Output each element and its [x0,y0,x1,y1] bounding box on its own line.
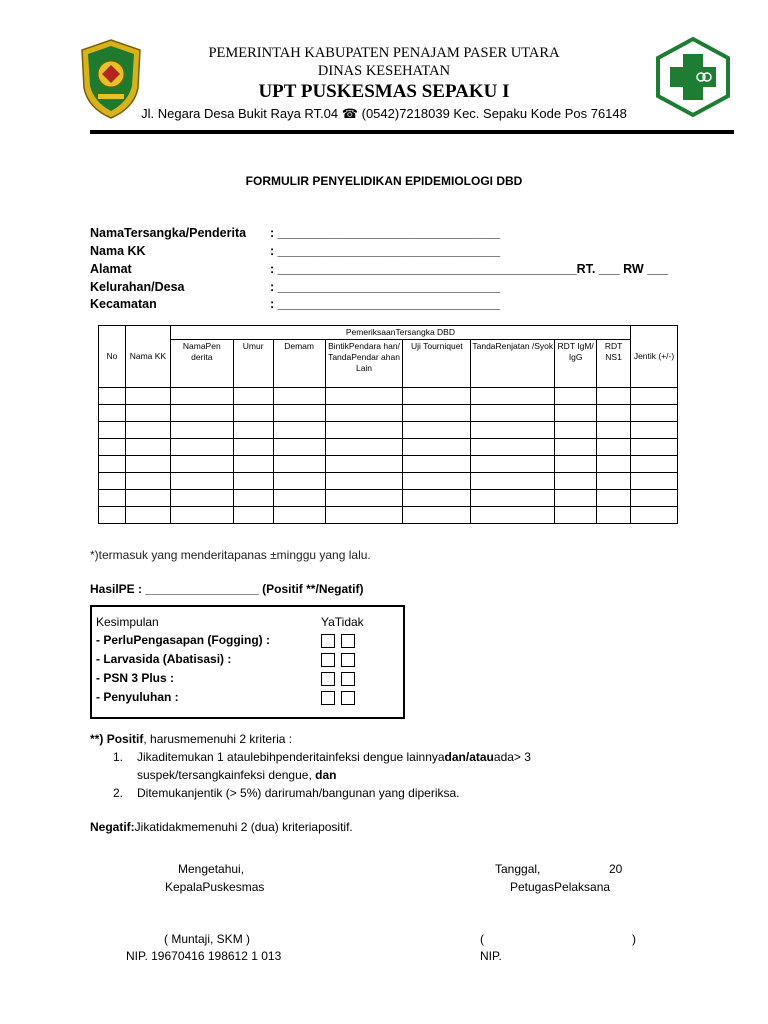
field-value-kk[interactable]: : ________________________________ [270,244,501,258]
sign-right-year: 20 [609,862,623,876]
col-renjatan: TandaRenjatan /Syok [471,340,555,388]
field-label-alamat: Alamat [90,262,132,276]
col-rdt-ns1: RDT NS1 [597,340,631,388]
kesimpulan-title: Kesimpulan [96,615,159,629]
checkbox-tidak[interactable] [341,691,355,705]
negatif-line [90,820,353,834]
table-row[interactable] [99,388,678,405]
form-title: FORMULIR PENYELIDIKAN EPIDEMIOLOGI DBD [245,174,523,188]
examination-table [98,325,678,524]
sign-right-role: PetugasPelaksana [510,880,611,894]
col-rdt-igm: RDT IgM/ IgG [555,340,597,388]
negatif-label: Negatif: [90,820,135,834]
field-value-nama[interactable]: : ________________________________ [270,226,501,240]
field-label-kecamatan: Kecamatan [90,297,157,311]
address-phone: (0542)7218039 Kec. Sepaku Kode Pos 76148 [361,106,627,121]
checkbox-ya[interactable] [321,672,335,686]
criteria-item-1 [137,750,531,764]
checkbox-tidak[interactable] [341,672,355,686]
kesimpulan-box [90,605,405,719]
criteria-item-1-a: Jikaditemukan 1 ataulebihpenderitainfeksi dengue lainnya [137,750,445,764]
col-no: No [99,326,126,388]
field-label-kelurahan: Kelurahan/Desa [90,280,185,294]
criteria-item-2: Ditemukanjentik (> 5%) darirumah/bangunan yang diperiksa. [137,786,460,800]
criteria-rest: , harusmemenuhi 2 kriteria : [143,732,293,746]
criteria-heading [90,732,292,746]
table-row[interactable] [99,405,678,422]
col-bintik: BintikPendara han/ TandaPendar ahan Lain [325,340,403,388]
header-address [0,106,768,122]
sign-left-mengetahui: Mengetahui, [178,862,245,876]
field-value-alamat[interactable]: : ___________________________________________RT. ___ RW ___ [270,262,669,276]
field-label-nama: NamaTersangka/Penderita [90,226,247,240]
checkbox-tidak[interactable] [341,634,355,648]
kesimpulan-yes-no-header: YaTidak [321,615,364,629]
kesimpulan-item-fogging: - PerluPengasapan (Fogging) : [96,633,271,647]
criteria-item-1-c: ada> 3 [493,750,531,764]
group-header: PemeriksaanTersangka DBD [170,326,630,340]
col-jentik: Jentik (+/-) [631,326,678,388]
sign-right-tanggal: Tanggal, [495,862,541,876]
criteria-item-1-line2b: dan [315,768,337,782]
checkbox-ya[interactable] [321,653,335,667]
criteria-positif: Positif [106,732,144,746]
field-value-kelurahan[interactable]: : ________________________________ [270,280,501,294]
criteria-item-1-b: dan/atau [444,750,494,764]
criteria-item-2-number: 2. [113,786,124,800]
col-umur: Umur [233,340,273,388]
kesimpulan-item-larvasida: - Larvasida (Abatisasi) : [96,652,232,666]
col-nama-kk: Nama KK [125,326,170,388]
header-divider [90,130,734,134]
col-uji: Uji Tourniquet [403,340,471,388]
address-street: Jl. Negara Desa Bukit Raya RT.04 [141,106,339,121]
telephone-icon: ☎ [341,106,358,121]
table-row[interactable] [99,507,678,524]
checkbox-ya[interactable] [321,691,335,705]
sign-left-role: KepalaPuskesmas [165,880,265,894]
criteria-item-1-line2 [137,768,336,782]
table-row[interactable] [99,422,678,439]
sign-right-close-paren: ) [632,932,636,946]
kesimpulan-item-psn: - PSN 3 Plus : [96,671,175,685]
table-row[interactable] [99,456,678,473]
table-row[interactable] [99,439,678,456]
table-row[interactable] [99,473,678,490]
sign-left-name: ( Muntaji, SKM ) [164,932,251,946]
hasil-pe[interactable]: HasilPE : _________________ (Positif **/Negatif) [90,582,364,596]
negatif-text: Jikatidakmemenuhi 2 (dua) kriteriapositif. [134,820,353,834]
table-row[interactable] [99,490,678,507]
header-title: UPT PUSKESMAS SEPAKU I [258,81,510,102]
checkbox-tidak[interactable] [341,653,355,667]
criteria-item-1-number: 1. [113,750,124,764]
checkbox-ya[interactable] [321,634,335,648]
header-department: DINAS KESEHATAN [317,63,451,79]
field-label-kk: Nama KK [90,244,146,258]
col-demam: Demam [273,340,325,388]
kesimpulan-item-penyuluhan: - Penyuluhan : [96,690,179,704]
criteria-prefix: **) [90,732,104,746]
col-nama-penderita: NamaPen derita [170,340,233,388]
sign-left-nip: NIP. 19670416 198612 1 013 [126,949,282,963]
field-value-kecamatan[interactable]: : ________________________________ [270,297,501,311]
sign-right-nip[interactable]: NIP. [480,949,502,963]
sign-right-open-paren: ( [480,932,484,946]
header-government: PEMERINTAH KABUPATEN PENAJAM PASER UTARA [208,45,560,61]
criteria-item-1-line2a: suspek/tersangkainfeksi dengue, [137,768,312,782]
footnote: *)termasuk yang menderitapanas ±minggu yang lalu. [90,548,371,562]
